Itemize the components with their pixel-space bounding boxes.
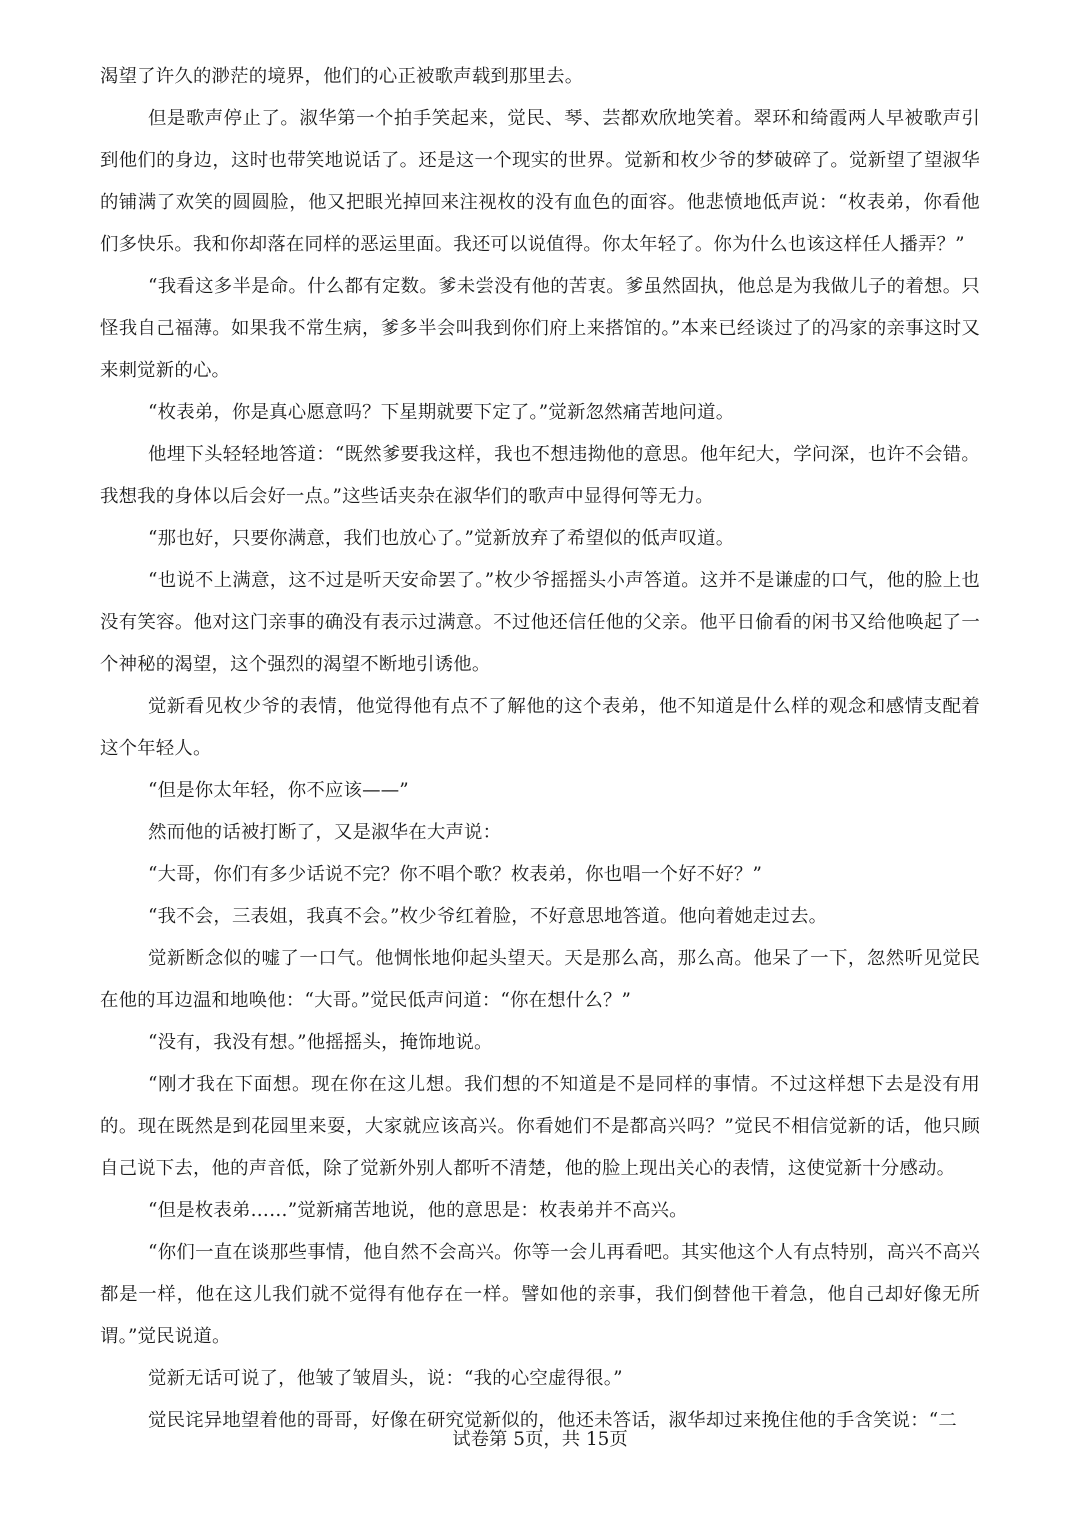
paragraph-10: 然而他的话被打断了，又是淑华在大声说： (148, 822, 502, 843)
paragraph-9: “但是你太年轻，你不应该——” (148, 780, 409, 801)
paragraph-17: “你们一直在谈那些事情，他自然不会高兴。你等一会儿再看吧。其实他这个人有点特别，高兴不高兴都是一样，他在这儿我们就不觉得有他存在一样。譬如他的亲事，我们倒替他干着急，他自己却好像无所谓。”觉民说道。 (100, 1242, 980, 1347)
paragraph-14: “没有，我没有想。”他摇摇头，掩饰地说。 (148, 1032, 493, 1053)
paragraph-12: “我不会，三表姐，我真不会。”枚少爷红着脸，不好意思地答道。他向着她走过去。 (148, 906, 828, 927)
paragraph-7: “也说不上满意，这不过是听天安命罢了。”枚少爷摇摇头小声答道。这并不是谦虚的口气，他的脸上也没有笑容。他对这门亲事的确没有表示过满意。不过他还信任他的父亲。他平日偷看的闲书又给他唤起了一个神秘的渴望，这个强烈的渴望不断地引诱他。 (100, 570, 980, 675)
paragraph-19: 觉民诧异地望着他的哥哥，好像在研究觉新似的，他还未答话，淑华却过来挽住他的手含笑说：“二 (148, 1410, 957, 1431)
passage-text (100, 56, 980, 1442)
paragraph-16: “但是枚表弟……”觉新痛苦地说，他的意思是：枚表弟并不高兴。 (148, 1200, 688, 1221)
paragraph-4: “枚表弟，你是真心愿意吗？下星期就要下定了。”觉新忽然痛苦地问道。 (148, 402, 735, 423)
paragraph-6: “那也好，只要你满意，我们也放心了。”觉新放弃了希望似的低声叹道。 (148, 528, 735, 549)
paragraph-11: “大哥，你们有多少话说不完？你不唱个歌？枚表弟，你也唱一个好不好？” (148, 864, 763, 885)
paragraph-1: 渴望了许久的渺茫的境界，他们的心正被歌声载到那里去。 (100, 66, 584, 87)
paragraph-2: 但是歌声停止了。淑华第一个拍手笑起来，觉民、琴、芸都欢欣地笑着。翠环和绮霞两人早被歌声引到他们的身边，这时也带笑地说话了。还是这一个现实的世界。觉新和枚少爷的梦破碎了。觉新望了望淑华的铺满了欢笑的圆圆脸，他又把眼光掉回来注视枚的没有血色的面容。他悲愤地低声说：“枚表弟，你看他们多快乐。我和你却落在同样的恶运里面。我还可以说值得。你太年轻了。你为什么也该这样任人播弄？” (100, 108, 980, 255)
paragraph-18: 觉新无话可说了，他皱了皱眉头，说：“我的心空虚得很。” (148, 1368, 623, 1389)
paragraph-5: 他埋下头轻轻地答道：“既然爹要我这样，我也不想违拗他的意思。他年纪大，学问深，也许不会错。我想我的身体以后会好一点。”这些话夹杂在淑华们的歌声中显得何等无力。 (100, 444, 980, 507)
paragraph-13: 觉新断念似的嘘了一口气。他惆怅地仰起头望天。天是那么高，那么高。他呆了一下，忽然听见觉民在他的耳边温和地唤他：“大哥。”觉民低声问道：“你在想什么？” (100, 948, 980, 1011)
paragraph-3: “我看这多半是命。什么都有定数。爹未尝没有他的苦衷。爹虽然固执，他总是为我做儿子的着想。只怪我自己福薄。如果我不常生病，爹多半会叫我到你们府上来搭馆的。”本来已经谈过了的冯家的亲事这时又来刺觉新的心。 (100, 276, 980, 381)
paragraph-15: “刚才我在下面想。现在你在这儿想。我们想的不知道是不是同样的事情。不过这样想下去是没有用的。现在既然是到花园里来耍，大家就应该高兴。你看她们不是都高兴吗？”觉民不相信觉新的话，他只顾自己说下去，他的声音低，除了觉新外别人都听不清楚，他的脸上现出关心的表情，这使觉新十分感动。 (100, 1074, 980, 1179)
paragraph-8: 觉新看见枚少爷的表情，他觉得他有点不了解他的这个表弟，他不知道是什么样的观念和感情支配着这个年轻人。 (100, 696, 980, 759)
page-footer: 试卷第 5页，共 15页 (452, 1429, 628, 1450)
